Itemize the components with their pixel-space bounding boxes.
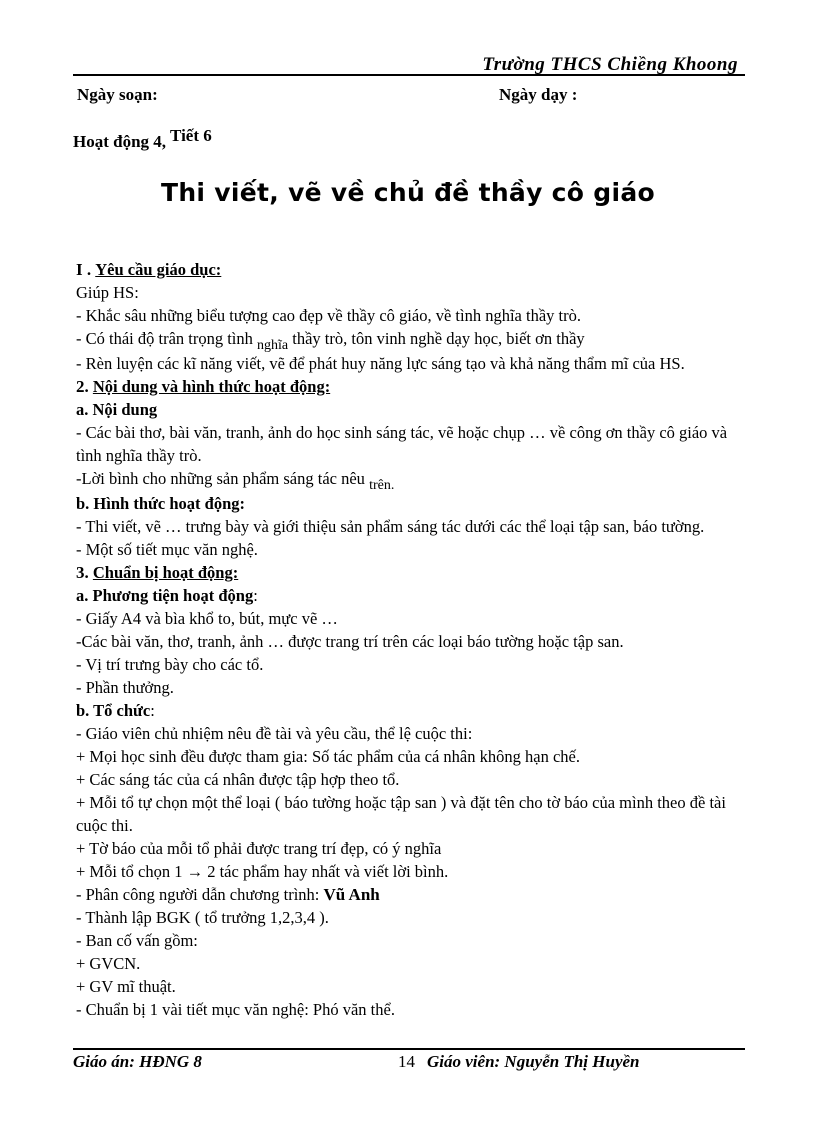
school-header: Trường THCS Chiềng Khoong	[482, 54, 738, 75]
body-line: + Mỗi tổ tự chọn một thể loại ( báo tường hoặc tập san ) và đặt tên cho tờ báo của mình theo đề tài cuộc thi.	[76, 793, 726, 835]
section-2-heading: 2. Nội dung và hình thức hoạt động:	[76, 377, 331, 396]
lesson-heading	[73, 126, 212, 152]
body-line: + Các sáng tác của cá nhân được tập hợp theo tổ.	[76, 770, 400, 789]
body-line: - Một số tiết mục văn nghệ.	[76, 540, 258, 559]
body-line: - Giấy A4 và bìa khổ to, bút, mực vẽ …	[76, 609, 338, 628]
ngay-day-label: Ngày dạy :	[499, 85, 578, 104]
footer-teacher: Giáo viên: Nguyễn Thị Huyền	[427, 1052, 640, 1071]
body-line: -Lời bình cho những sản phẩm sáng tác nêu $_{trên.}$	[76, 469, 395, 493]
body-line: - Khắc sâu những biểu tượng cao đẹp về thầy cô giáo, về tình nghĩa thầy trò.	[76, 306, 581, 325]
header-rule	[73, 74, 745, 76]
body-line: - Phân công người dẫn chương trình: Vũ Anh	[76, 885, 380, 904]
body-line: + GVCN.	[76, 954, 141, 973]
document-body	[76, 258, 744, 1021]
body-line: Giúp HS:	[76, 283, 139, 302]
footer-rule	[73, 1048, 745, 1050]
body-line: -Các bài văn, thơ, tranh, ảnh … được trang trí trên các loại báo tường hoặc tập san.	[76, 632, 624, 651]
body-line: - Thành lập BGK ( tổ trưởng 1,2,3,4 ).	[76, 908, 329, 927]
body-line: - Có thái độ trân trọng tình $_{nghĩa}$ thầy trò, tôn vinh nghề dạy học, biết ơn thầy	[76, 329, 585, 353]
body-line: - Thi viết, vẽ … trưng bày và giới thiệu sản phẩm sáng tác dưới các thể loại tập san, báo tường.	[76, 517, 705, 536]
body-line: + Mọi học sinh đều được tham gia: Số tác phẩm của cá nhân không hạn chế.	[76, 747, 580, 766]
hoat-dong-label: Hoạt động 4,	[73, 132, 167, 151]
footer-lesson-plan: Giáo án: HĐNG 8	[73, 1052, 202, 1071]
body-line: - Ban cố vấn gồm:	[76, 931, 198, 950]
body-line: - Các bài thơ, bài văn, tranh, ảnh do học sinh sáng tác, vẽ hoặc chụp … về công ơn thầy cô giáo và tình nghĩa thầy trò.	[76, 423, 728, 465]
body-line: - Chuẩn bị 1 vài tiết mục văn nghệ: Phó văn thể.	[76, 1000, 395, 1019]
ngay-soan-label: Ngày soạn:	[77, 85, 158, 104]
body-line: - Vị trí trưng bày cho các tổ.	[76, 655, 264, 674]
subsection-heading: b. Tổ chức:	[76, 701, 155, 720]
body-line: + Tờ báo của mỗi tổ phải được trang trí đẹp, có ý nghĩa	[76, 839, 442, 858]
page-number: 14	[398, 1052, 415, 1071]
subsection-heading: a. Phương tiện hoạt động:	[76, 586, 258, 605]
document-title: Thi viết, vẽ về chủ đề thầy cô giáo	[160, 178, 655, 207]
body-line: + GV mĩ thuật.	[76, 977, 176, 996]
section-3-heading: 3. Chuẩn bị hoạt động:	[76, 563, 239, 582]
body-line: - Giáo viên chủ nhiệm nêu đề tài và yêu cầu, thể lệ cuộc thi:	[76, 724, 473, 743]
subsection-heading: a. Nội dung	[76, 400, 158, 419]
tiet-label: Tiết 6	[170, 126, 212, 145]
body-line: + Mỗi tổ chọn 1 → 2 tác phẩm hay nhất và viết lời bình.	[76, 862, 449, 881]
subsection-heading: b. Hình thức hoạt động:	[76, 494, 245, 513]
body-line: - Phần thưởng.	[76, 678, 174, 697]
section-1-heading: I . Yêu cầu giáo dục:	[76, 260, 222, 279]
body-line: - Rèn luyện các kĩ năng viết, vẽ để phát huy năng lực sáng tạo và khả năng thẩm mĩ của HS.	[76, 354, 685, 373]
